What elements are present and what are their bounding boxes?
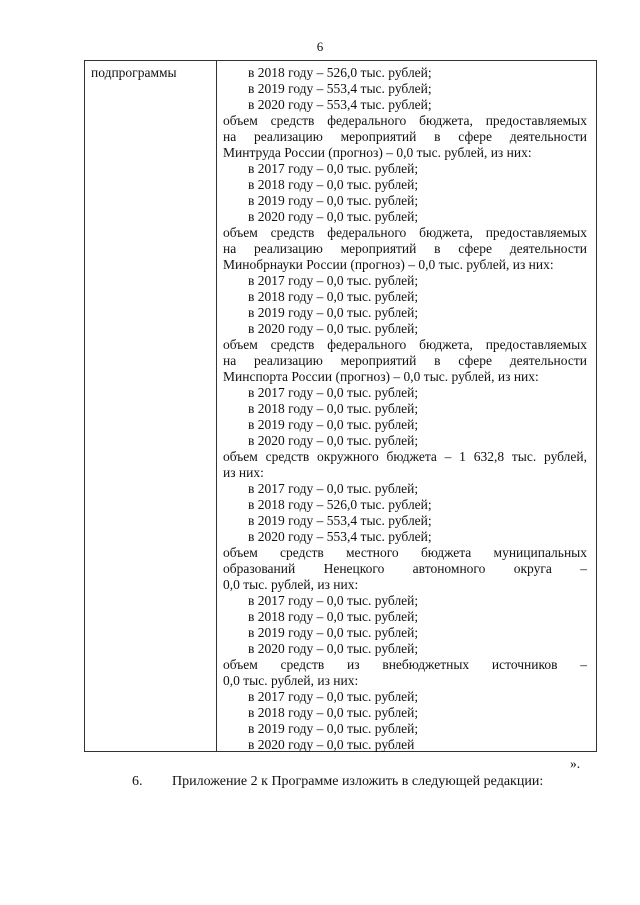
content-line: в 2020 году – 553,4 тыс. рублей; — [248, 529, 432, 544]
content-line: в 2018 году – 0,0 тыс. рублей; — [248, 289, 419, 304]
content-line: в 2018 году – 0,0 тыс. рублей; — [248, 609, 419, 624]
content-line: объем средств местного бюджета муниципальных — [223, 545, 587, 560]
content-line: объем средств окружного бюджета – 1 632,8 тыс. рублей, — [223, 449, 587, 464]
content-line: на реализацию мероприятий в сфере деятельности — [223, 241, 587, 256]
content-line: в 2017 году – 0,0 тыс. рублей; — [248, 273, 419, 288]
content-line: Минобрнауки России (прогноз) – 0,0 тыс. рублей, из них: — [223, 257, 554, 272]
content-line: в 2017 году – 0,0 тыс. рублей; — [248, 689, 419, 704]
content-line: в 2018 году – 526,0 тыс. рублей; — [248, 65, 432, 80]
content-line: в 2020 году – 0,0 тыс. рублей; — [248, 321, 419, 336]
content-line: 0,0 тыс. рублей, из них: — [223, 673, 359, 688]
content-line: Минспорта России (прогноз) – 0,0 тыс. рублей, из них: — [223, 369, 539, 384]
content-line: в 2019 году – 0,0 тыс. рублей; — [248, 305, 419, 320]
content-line: объем средств из внебюджетных источников – — [223, 657, 587, 672]
content-line: в 2017 году – 0,0 тыс. рублей; — [248, 385, 419, 400]
content-line: объем средств федерального бюджета, предоставляемых — [223, 225, 587, 240]
content-line: в 2019 году – 0,0 тыс. рублей; — [248, 721, 419, 736]
content-line: в 2018 году – 0,0 тыс. рублей; — [248, 705, 419, 720]
content-line: Минтруда России (прогноз) – 0,0 тыс. рублей, из них: — [223, 145, 532, 160]
content-line: в 2019 году – 0,0 тыс. рублей; — [248, 417, 419, 432]
table-label-cell: подпрограммы — [91, 65, 177, 80]
table-content-cell — [223, 65, 587, 753]
item-number: 6. — [132, 774, 143, 789]
content-line: в 2020 году – 0,0 тыс. рублей; — [248, 209, 419, 224]
program-table — [84, 60, 597, 752]
content-line: в 2018 году – 0,0 тыс. рублей; — [248, 177, 419, 192]
content-line: в 2019 году – 553,4 тыс. рублей; — [248, 81, 432, 96]
content-line: в 2020 году – 0,0 тыс. рублей; — [248, 433, 419, 448]
content-line: объем средств федерального бюджета, предоставляемых — [223, 337, 587, 352]
column-divider — [216, 61, 217, 751]
closing-quote: ». — [570, 756, 581, 771]
content-line: в 2018 году – 0,0 тыс. рублей; — [248, 401, 419, 416]
content-line: в 2019 году – 553,4 тыс. рублей; — [248, 513, 432, 528]
page-number: 6 — [316, 39, 324, 54]
content-line: из них: — [223, 465, 264, 480]
content-line: на реализацию мероприятий в сфере деятельности — [223, 353, 587, 368]
content-line: в 2017 году – 0,0 тыс. рублей; — [248, 481, 419, 496]
content-line: объем средств федерального бюджета, предоставляемых — [223, 113, 587, 128]
content-line: 0,0 тыс. рублей, из них: — [223, 577, 359, 592]
item-text: Приложение 2 к Программе изложить в следующей редакции: — [172, 774, 544, 789]
content-line: образований Ненецкого автономного округа – — [223, 561, 587, 576]
content-line: в 2018 году – 526,0 тыс. рублей; — [248, 497, 432, 512]
content-line: в 2019 году – 0,0 тыс. рублей; — [248, 193, 419, 208]
content-line: в 2019 году – 0,0 тыс. рублей; — [248, 625, 419, 640]
content-line: на реализацию мероприятий в сфере деятельности — [223, 129, 587, 144]
content-line: в 2017 году – 0,0 тыс. рублей; — [248, 161, 419, 176]
content-line: в 2020 году – 0,0 тыс. рублей; — [248, 641, 419, 656]
content-line: в 2017 году – 0,0 тыс. рублей; — [248, 593, 419, 608]
content-line: в 2020 году – 0,0 тыс. рублей — [248, 737, 415, 752]
content-line: в 2020 году – 553,4 тыс. рублей; — [248, 97, 432, 112]
